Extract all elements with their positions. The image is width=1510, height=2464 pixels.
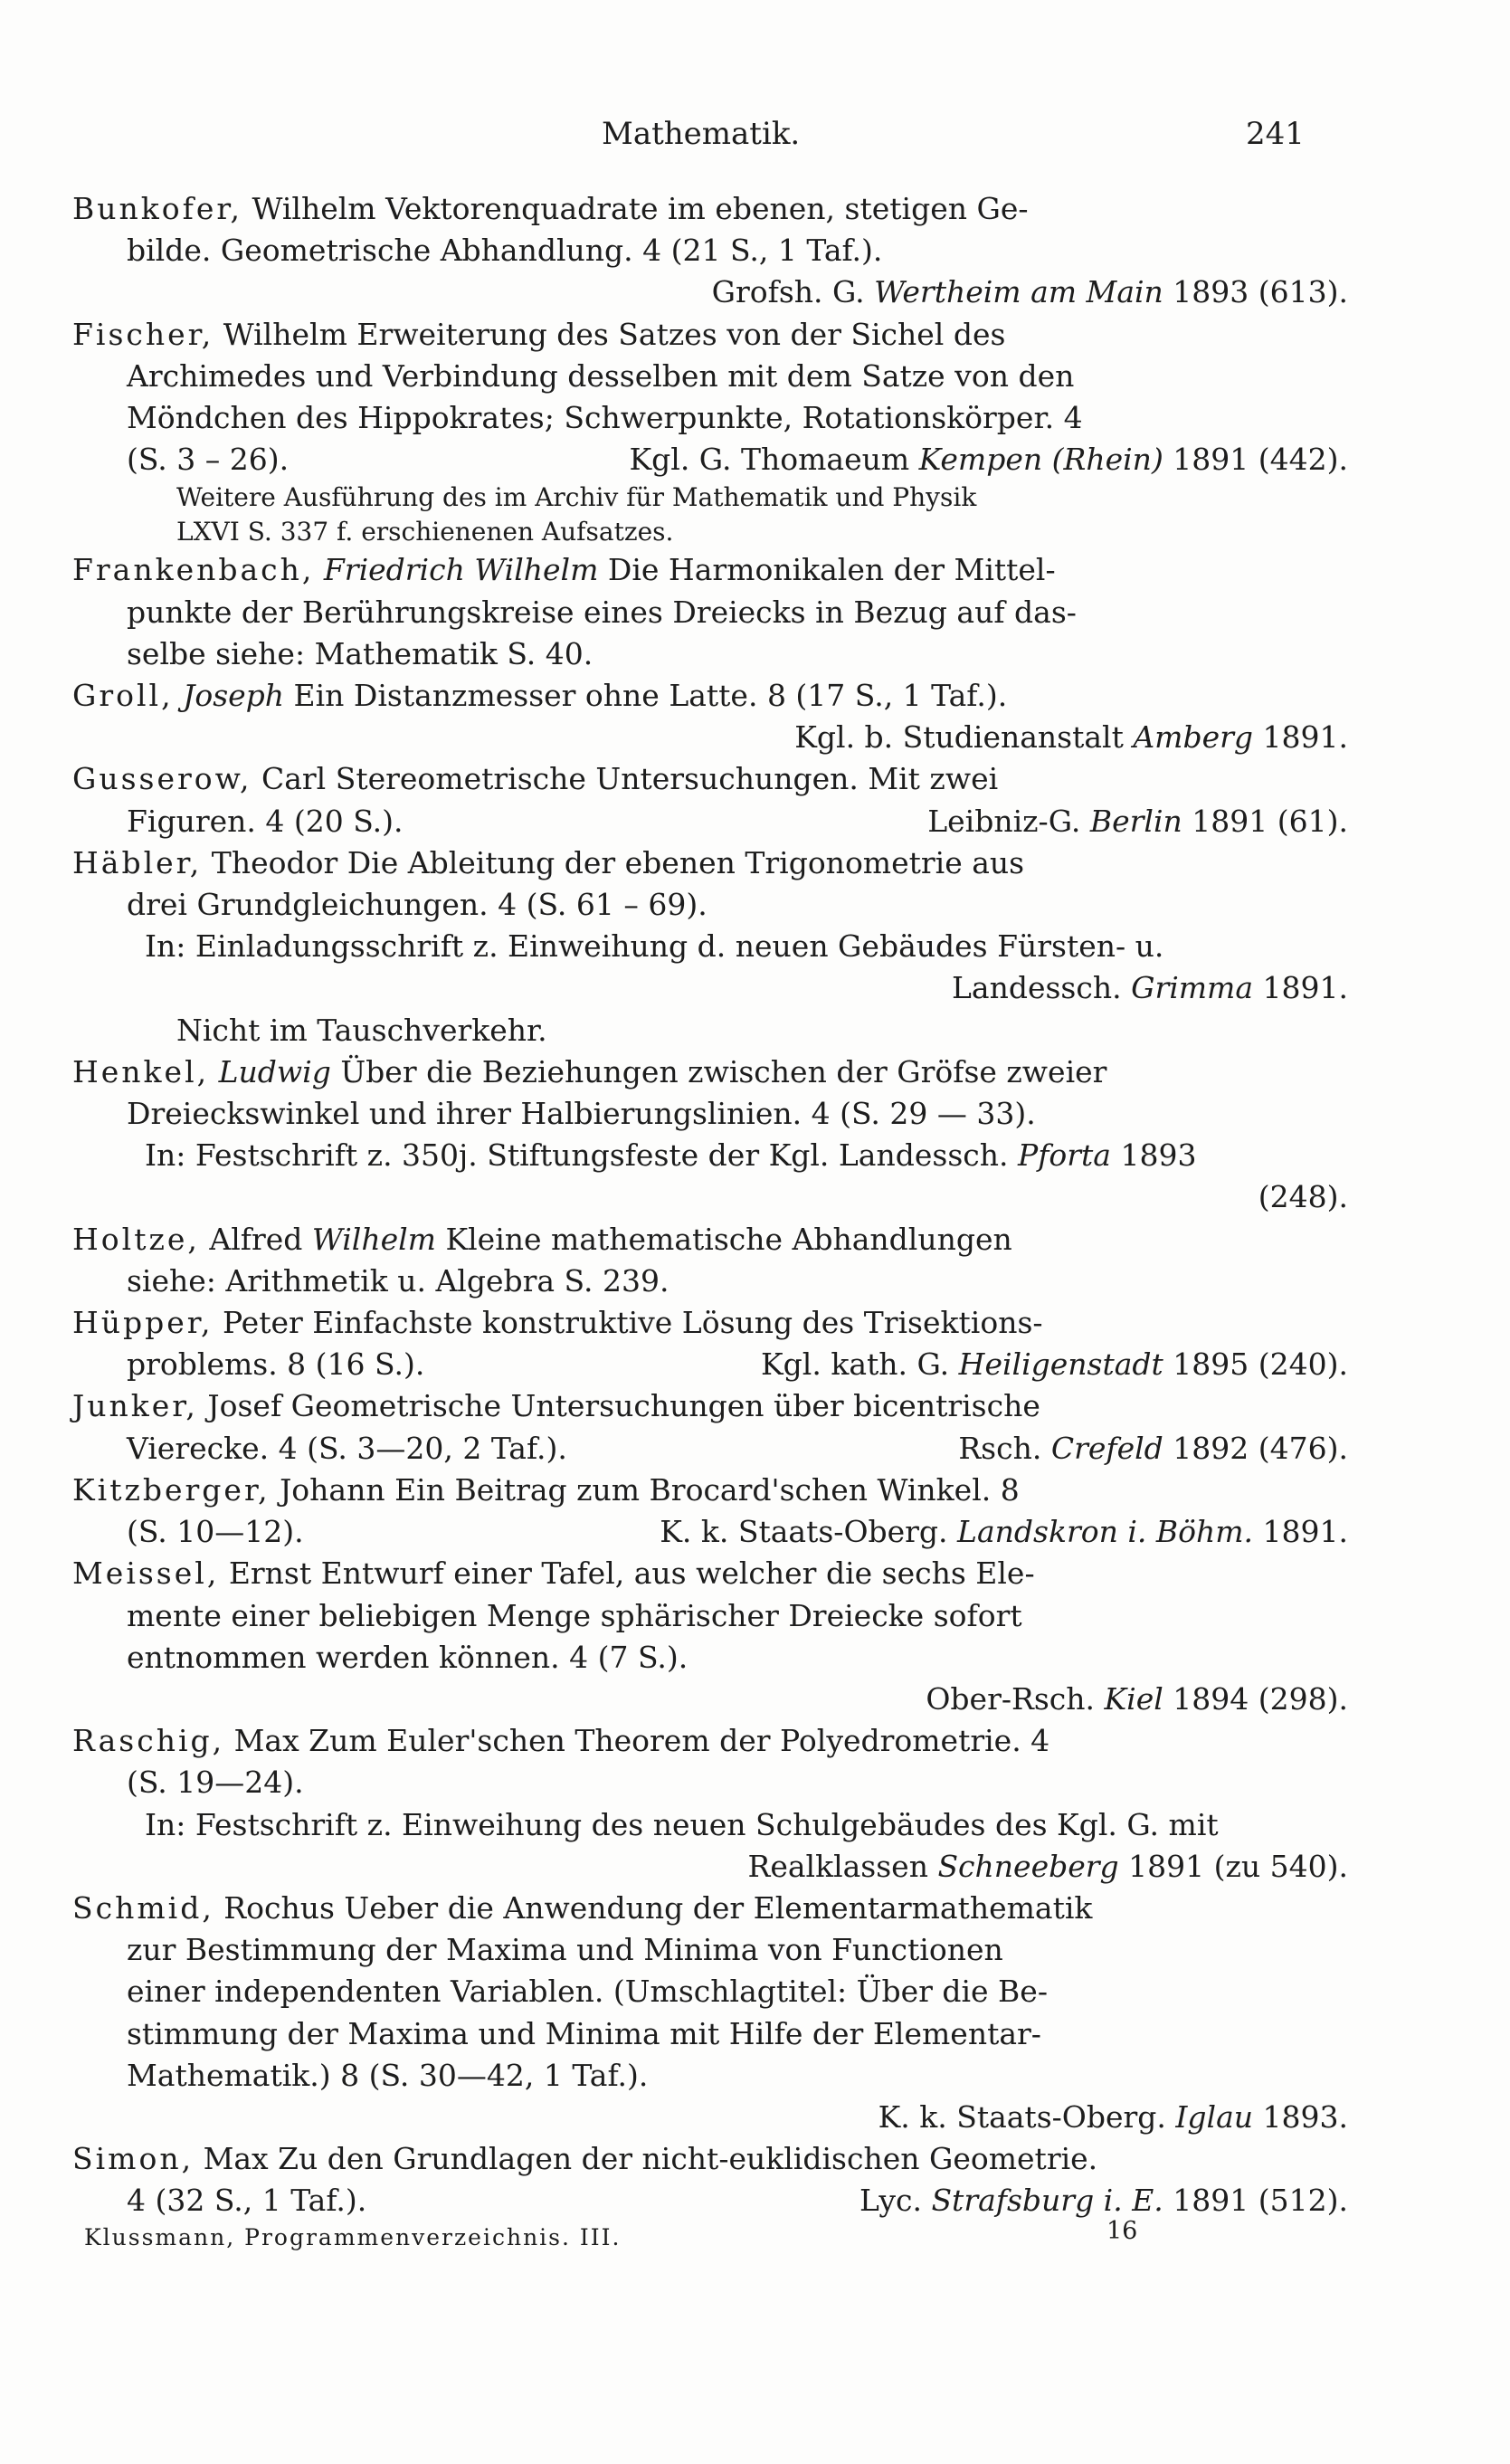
author-name: Gusserow, xyxy=(72,761,252,797)
entry-text: Ein Distanzmesser ohne Latte. 8 (17 S., 1 Taf.). xyxy=(284,678,1008,714)
entry-source: problems. 8 (16 S.). Kgl. kath. G. Heiligenstadt 1895 (240). xyxy=(127,1346,1348,1383)
entry-text: Wilhelm Vektorenquadrate im ebenen, stetigen Ge- xyxy=(242,191,1029,226)
entry-source: Vierecke. 4 (S. 3—20, 2 Taf.). Rsch. Crefeld 1892 (476). xyxy=(127,1430,1348,1466)
entry-kitzberger xyxy=(72,1470,1348,1553)
entry-text: Wilhelm Erweiterung des Satzes von der Sichel des xyxy=(214,316,1006,352)
author-name: Bunkofer, xyxy=(72,191,243,226)
author-name: Schmid, xyxy=(72,1889,214,1926)
page-footer xyxy=(84,2217,1143,2250)
entry-text: Möndchen des Hippokrates; Schwerpunkte, Rotationskörper. 4 xyxy=(127,400,1083,436)
entry-source: Grofsh. G. Wertheim am Main 1893 (613). xyxy=(711,274,1348,310)
entry-groll xyxy=(72,675,1348,758)
entry-text: Über die Beziehungen zwischen der Gröfse zweier xyxy=(330,1053,1107,1089)
entry-text: Dreieckswinkel und ihrer Halbierungslinien. 4 (S. 29 — 33). xyxy=(127,1096,1036,1132)
entry-schmid xyxy=(72,1888,1348,2138)
entry-text: Max Zu den Grundlagen der nicht-euklidischen Geometrie. xyxy=(194,2141,1098,2177)
author-name: Kitzberger, xyxy=(72,1471,271,1508)
entry-simon xyxy=(72,2138,1348,2221)
author-name: Hüpper, xyxy=(72,1305,214,1341)
author-name: Raschig, xyxy=(72,1723,225,1759)
entry-bunkofer xyxy=(72,188,1348,314)
entry-text: stimmung der Maxima und Minima mit Hilfe der Elementar- xyxy=(127,2015,1041,2051)
entry-text: einer independenten Variablen. (Umschlagtitel: Über die Be- xyxy=(127,1974,1048,2010)
entry-huepper xyxy=(72,1302,1348,1385)
entry-text: (S. 19—24). xyxy=(127,1765,304,1801)
entry-source: (S. 10—12). K. k. Staats-Oberg. Landskron i. Böhm. 1891. xyxy=(127,1514,1348,1550)
entry-source: Landessch. Grimma 1891. xyxy=(951,970,1348,1006)
header-title: Mathematik. xyxy=(602,116,801,152)
entry-source: (248). xyxy=(1258,1179,1348,1215)
author-name: Frankenbach, xyxy=(72,552,315,588)
entry-text: Archimedes und Verbindung desselben mit dem Satze von den xyxy=(127,357,1075,394)
author-name: Meissel, xyxy=(72,1555,220,1592)
entry-text: Josef Geometrische Untersuchungen über bicentrische xyxy=(197,1388,1040,1424)
entry-in: In: Festschrift z. 350j. Stiftungsfeste der Kgl. Landessch. Pforta 1893 xyxy=(145,1137,1197,1174)
entry-source: Figuren. 4 (20 S.). Leibniz-G. Berlin 1891 (61). xyxy=(127,803,1348,839)
entry-text: Max Zum Euler'schen Theorem der Polyedrometrie. 4 xyxy=(224,1723,1050,1759)
page-number: 241 xyxy=(1246,116,1305,152)
entry-source: Kgl. b. Studienanstalt Amberg 1891. xyxy=(794,719,1348,756)
entry-henkel xyxy=(72,1051,1348,1219)
entry-source: 4 (32 S., 1 Taf.). Lyc. Strafsburg i. E. 1891 (512). xyxy=(127,2183,1348,2219)
entry-text: Rochus Ueber die Anwendung der Elementarmathematik xyxy=(214,1889,1093,1926)
entry-text: Kleine mathematische Abhandlungen xyxy=(435,1221,1012,1257)
entry-source: K. k. Staats-Oberg. Iglau 1893. xyxy=(878,2098,1348,2135)
author-name: Fischer, xyxy=(72,316,214,352)
entry-note: Weitere Ausführung des im Archiv für Mathematik und Physik xyxy=(176,482,977,513)
entry-source: Realklassen Schneeberg 1891 (zu 540). xyxy=(747,1848,1348,1884)
author-name: Simon, xyxy=(72,2141,195,2177)
entry-junker xyxy=(72,1385,1348,1469)
entry-text: selbe siehe: Mathematik S. 40. xyxy=(127,635,594,671)
entry-text: Mathematik.) 8 (S. 30—42, 1 Taf.). xyxy=(127,2057,649,2093)
entry-raschig xyxy=(72,1720,1348,1888)
running-header xyxy=(0,116,1510,161)
entry-text: Ernst Entwurf einer Tafel, aus welcher die sechs Ele- xyxy=(219,1555,1035,1592)
signature-mark: 16 xyxy=(1106,2217,1138,2245)
entry-meissel xyxy=(72,1553,1348,1720)
first-name: Ludwig xyxy=(209,1053,331,1089)
entry-text: Die Harmonikalen der Mittel- xyxy=(598,552,1056,588)
entry-text: punkte der Berührungskreise eines Dreiecks in Bezug auf das- xyxy=(127,594,1077,630)
entry-in: In: Einladungsschrift z. Einweihung d. neuen Gebäudes Fürsten- u. xyxy=(145,928,1164,965)
entry-text: entnommen werden können. 4 (7 S.). xyxy=(127,1639,689,1675)
first-name: Friedrich Wilhelm xyxy=(314,552,599,588)
bibliography-list xyxy=(72,188,1348,2222)
author-name: Groll, xyxy=(72,678,174,714)
first-name: Wilhelm xyxy=(311,1221,436,1257)
author-name: Henkel, xyxy=(72,1053,210,1089)
publisher-note: Klussmann, Programmenverzeichnis. III. xyxy=(84,2224,622,2250)
entry-text: Johann Ein Beitrag zum Brocard'schen Winkel. 8 xyxy=(270,1471,1020,1508)
entry-text: zur Bestimmung der Maxima und Minima von Functionen xyxy=(127,1932,1003,1968)
entry-note: LXVI S. 337 f. erschienenen Aufsatzes. xyxy=(176,517,674,547)
entry-in: In: Festschrift z. Einweihung des neuen Schulgebäudes des Kgl. G. mit xyxy=(145,1806,1219,1842)
entry-text: bilde. Geometrische Abhandlung. 4 (21 S., 1 Taf.). xyxy=(127,233,883,269)
entry-text: Peter Einfachste konstruktive Lösung des Trisektions- xyxy=(213,1305,1043,1341)
entry-note: Nicht im Tauschverkehr. xyxy=(176,1012,547,1048)
author-name: Holtze, xyxy=(72,1221,200,1257)
entry-text: Theodor Die Ableitung der ebenen Trigonometrie aus xyxy=(202,844,1025,880)
entry-text: mente einer beliebigen Menge sphärischer Dreiecke sofort xyxy=(127,1597,1022,1633)
entry-frankenbach xyxy=(72,549,1348,675)
entry-holtze: Holtze, Alfred Wilhelm Kleine mathematische Abhandlungen siehe: Arithmetik u. Algebra S. 239. xyxy=(72,1219,1348,1302)
entry-text: siehe: Arithmetik u. Algebra S. 239. xyxy=(127,1262,670,1299)
author-name: Häbler, xyxy=(72,844,203,880)
entry-source: (S. 3 – 26). Kgl. G. Thomaeum Kempen (Rhein) 1891 (442). xyxy=(127,442,1348,478)
entry-source: Ober-Rsch. Kiel 1894 (298). xyxy=(926,1680,1348,1717)
first-name: Joseph xyxy=(173,678,285,714)
entry-text: drei Grundgleichungen. 4 (S. 61 – 69). xyxy=(127,887,708,923)
entry-gusserow xyxy=(72,758,1348,842)
entry-text: Carl Stereometrische Untersuchungen. Mit zwei xyxy=(252,761,999,797)
author-name: Junker, xyxy=(72,1388,198,1424)
entry-haebler xyxy=(72,842,1348,1051)
entry-fischer xyxy=(72,314,1348,550)
